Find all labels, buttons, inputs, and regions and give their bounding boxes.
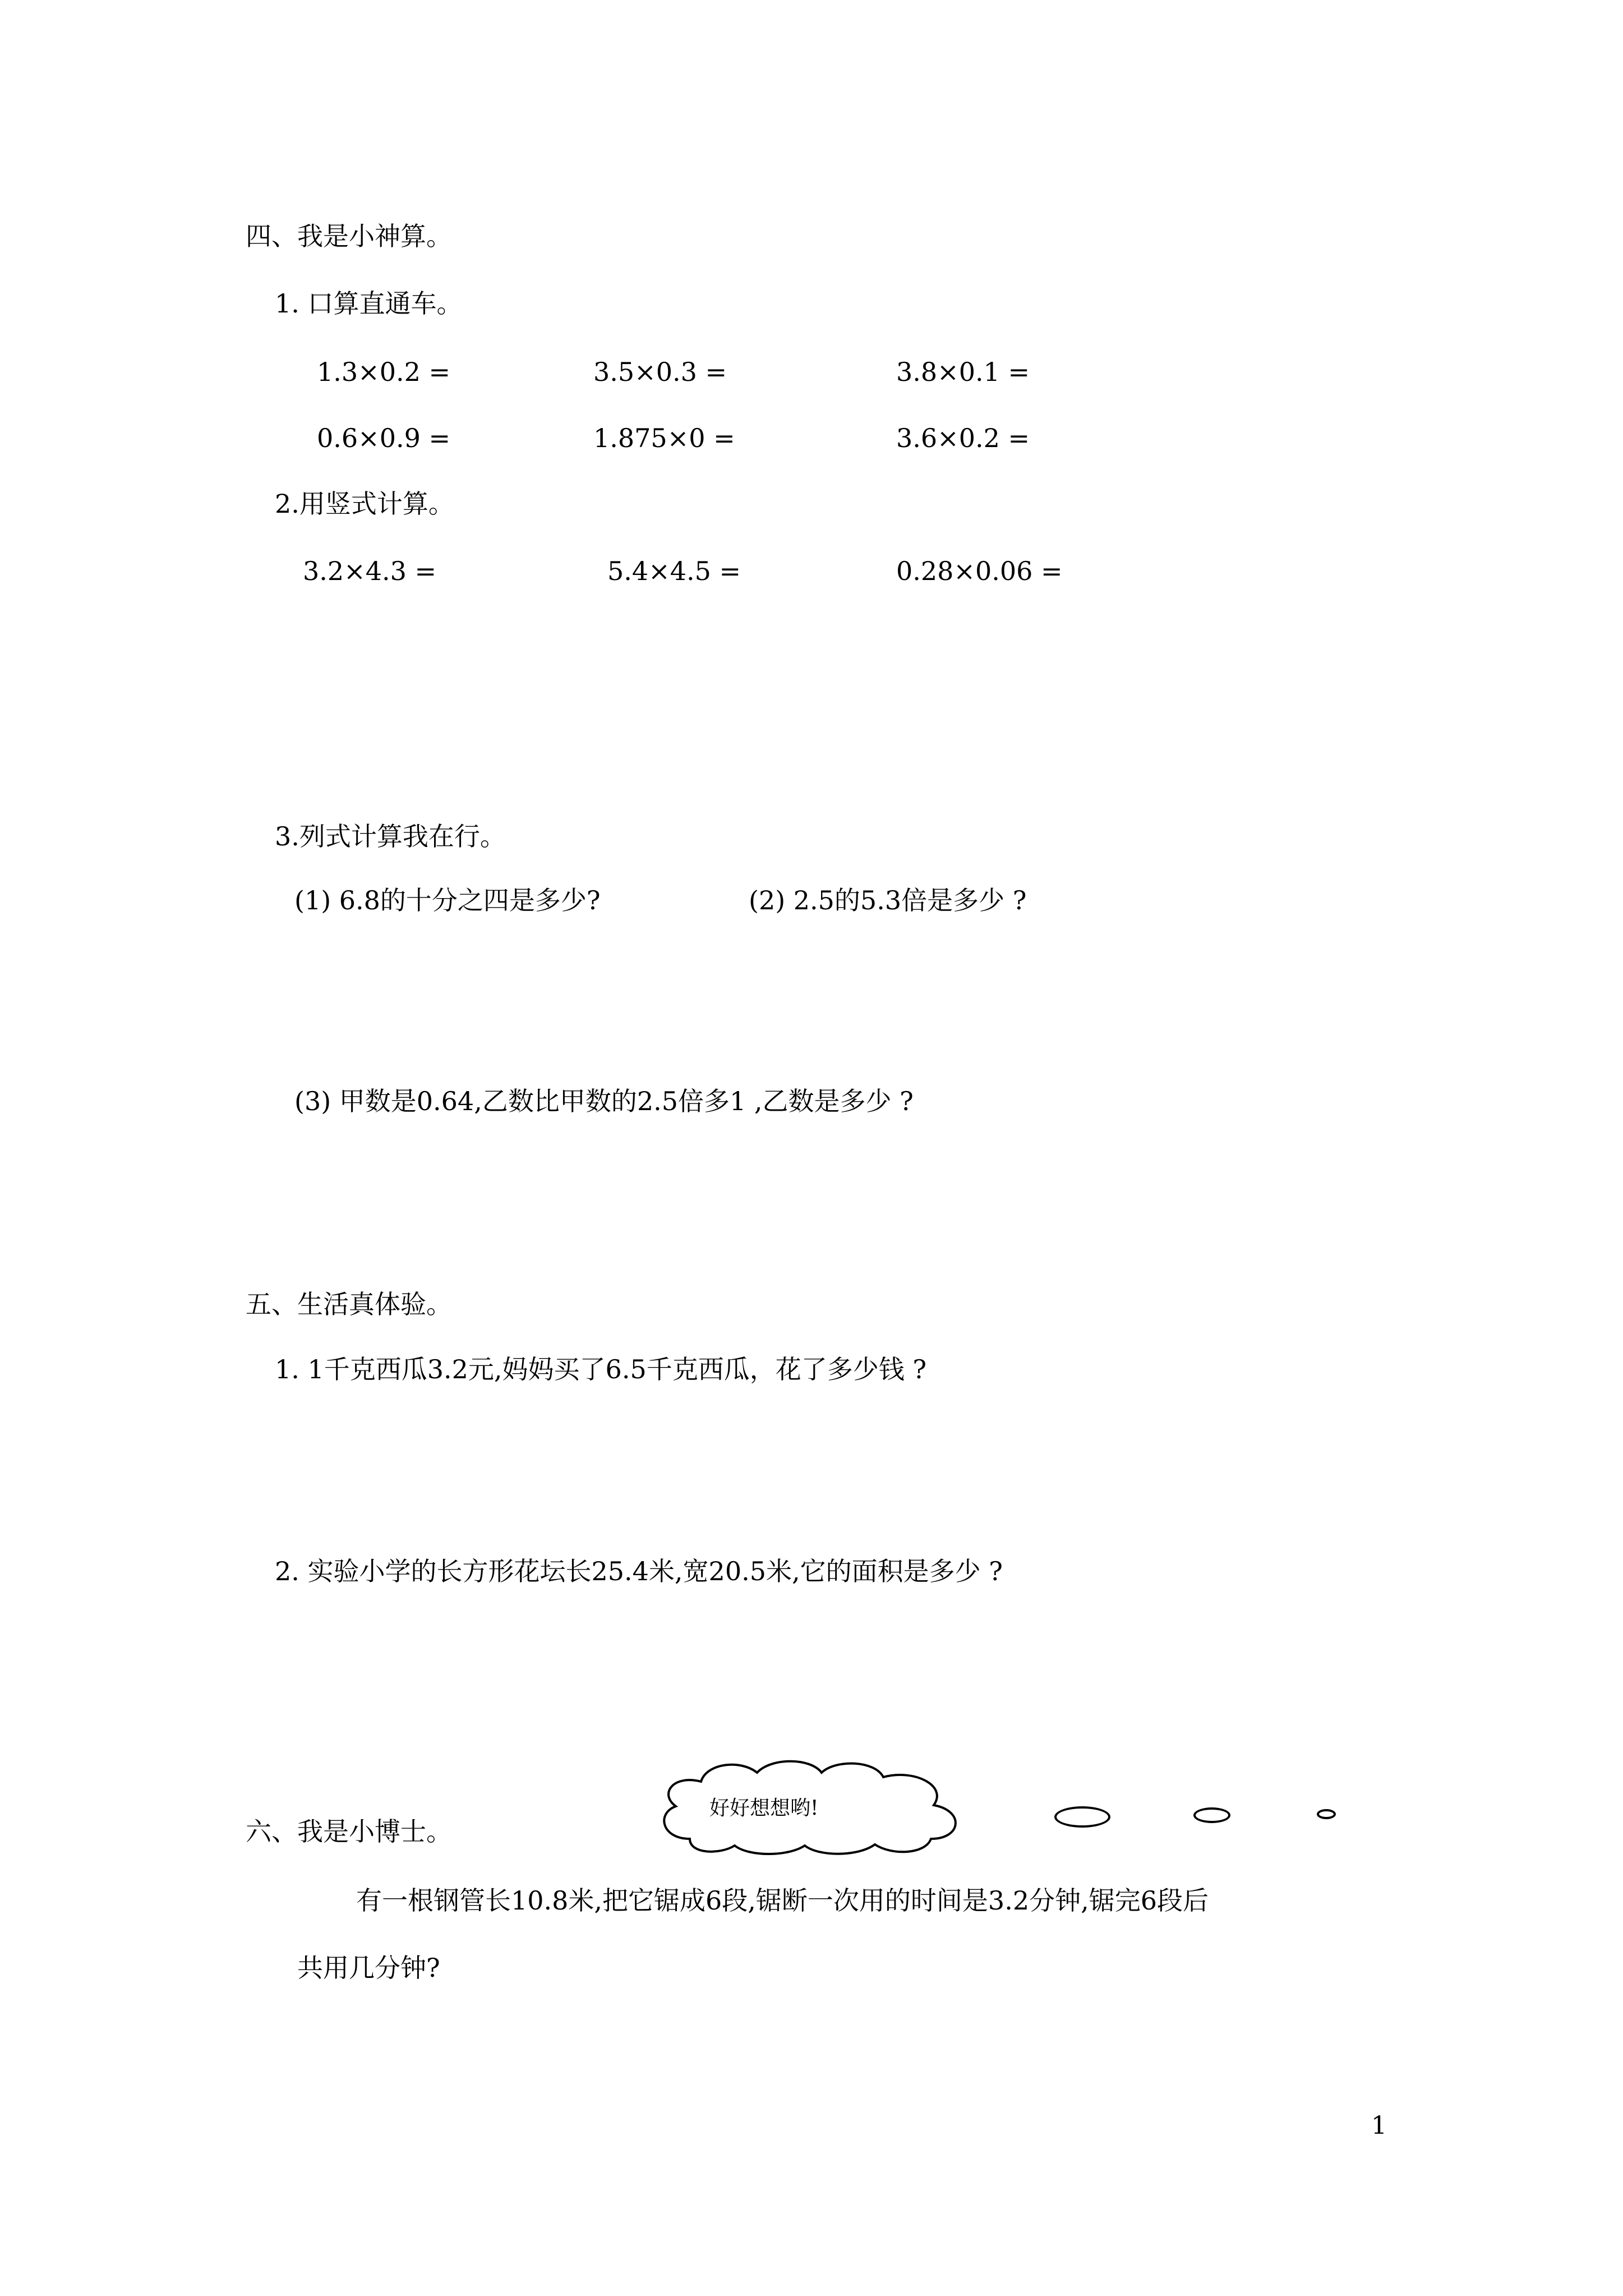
sec6-problem-line-1: 有一根钢管长10.8米,把它锯成6段,锯断一次用的时间是3.2分钟,锯完6段后 [356,1885,1209,1916]
sec6-problem-line-2: 共用几分钟? [297,1953,440,1983]
q2-expr-2: 5.4×4.5 = [607,556,741,586]
q3-part-2: (2) 2.5的5.3倍是多少 ? [749,885,1027,915]
thought-bubble-small-icon [1317,1809,1336,1819]
q1-expr-4: 0.6×0.9 = [317,423,451,453]
page-number: 1 [1371,2111,1387,2140]
q1-expr-2: 3.5×0.3 = [593,357,727,387]
q1-expr-1: 1.3×0.2 = [317,357,451,387]
section-4-title: 四、我是小神算。 [246,221,452,251]
q2-expr-1: 3.2×4.3 = [303,556,437,586]
q2-expr-3: 0.28×0.06 = [896,556,1063,586]
sec5-q1: 1. 1千克西瓜3.2元,妈妈买了6.5千克西瓜，花了多少钱 ? [275,1354,926,1384]
section-6-title: 六、我是小博士。 [246,1816,452,1847]
q3-part-3: (3) 甲数是0.64,乙数比甲数的2.5倍多1 ,乙数是多少 ? [294,1086,914,1116]
section-5-title: 五、生活真体验。 [246,1289,452,1319]
cloud-text: 好好想想哟! [709,1797,819,1820]
q3-title: 3.列式计算我在行。 [275,821,506,852]
q1-expr-6: 3.6×0.2 = [896,423,1030,453]
q1-expr-5: 1.875×0 = [593,423,735,453]
q1-expr-3: 3.8×0.1 = [896,357,1030,387]
q2-title: 2.用竖式计算。 [275,489,454,519]
thought-bubble-large-icon [1054,1806,1110,1828]
q3-part-1: (1) 6.8的十分之四是多少? [294,885,601,915]
q1-title: 1. 口算直通车。 [275,288,463,319]
sec5-q2: 2. 实验小学的长方形花坛长25.4米,宽20.5米,它的面积是多少 ? [275,1556,1003,1586]
thought-bubble-medium-icon [1193,1807,1230,1823]
